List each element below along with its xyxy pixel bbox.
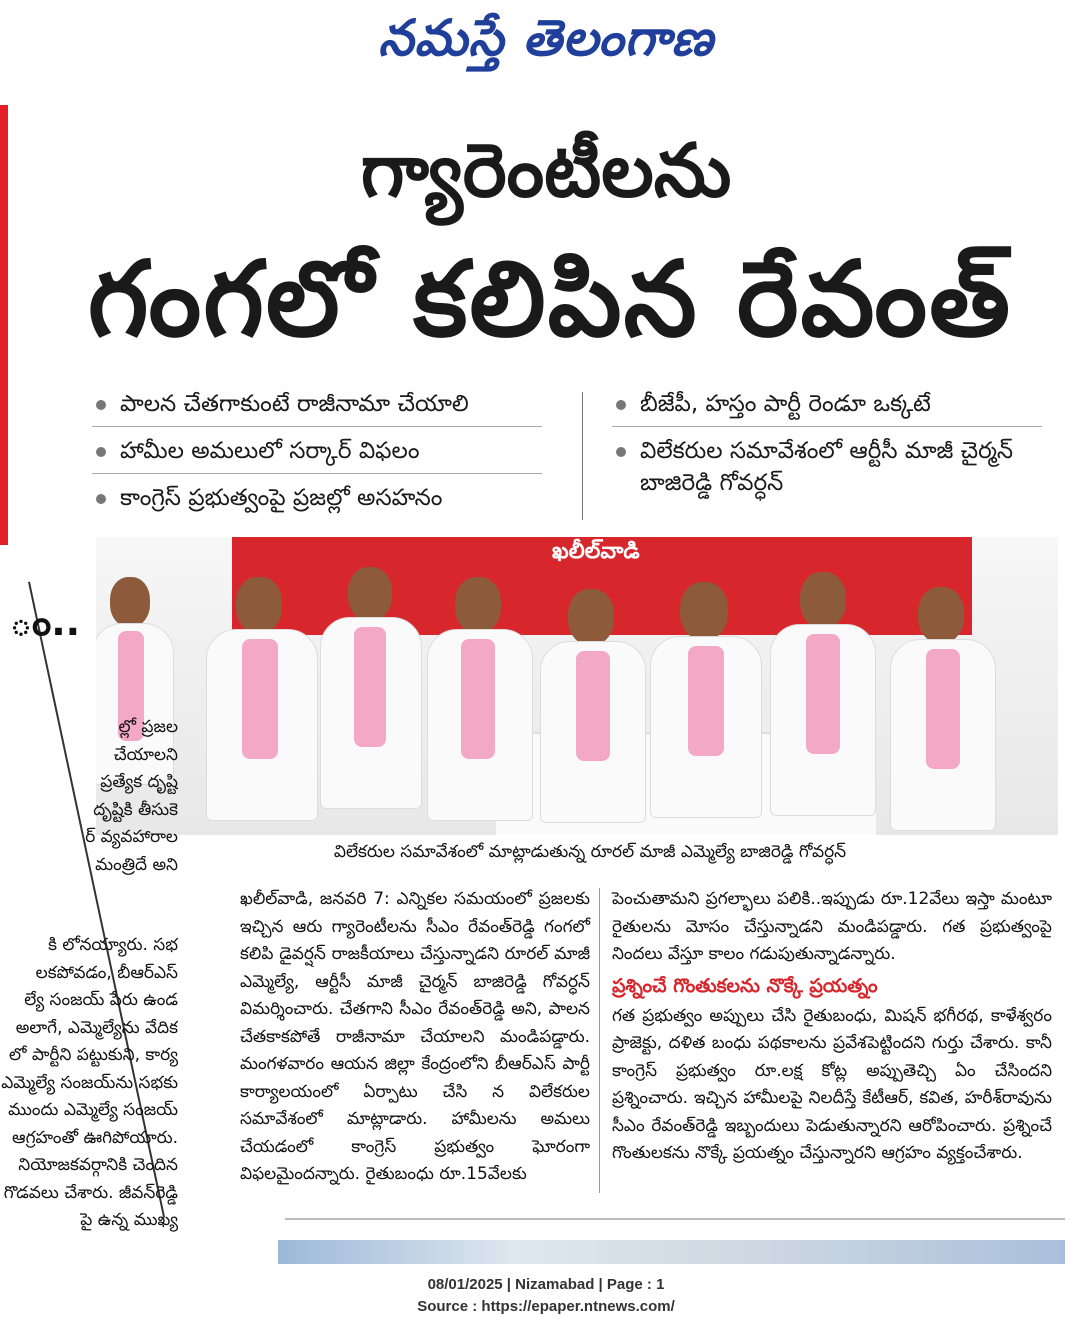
bullet-text: బీజేపీ, హస్తం పార్టీ రెండూ ఒక్కటే	[640, 391, 931, 417]
text-line: చేయాలని	[113, 744, 178, 765]
text-line: అలాగే, ఎమ్మెల్యేను వేదిక	[15, 1017, 178, 1038]
bullet-dot-icon	[616, 400, 626, 410]
column-divider	[599, 888, 600, 1193]
bullet-divider	[582, 392, 583, 520]
text-line: ల్యే సంజయ్ పేరు ఉండ	[24, 990, 178, 1010]
bullet-item	[92, 435, 542, 474]
text-line: ముందు ఎమ్మెల్యే సంజయ్	[8, 1100, 178, 1120]
bullet-item	[92, 388, 542, 427]
bullet-text: విలేకరుల సమావేశంలో ఆర్టీసీ మాజీ చైర్మన్ బాజిరెడ్డి గోవర్ధన్	[640, 438, 1014, 496]
left-column-bottom	[0, 932, 178, 1235]
article-body-middle: ఖలీల్‌వాడి, జనవరి 7: ఎన్నికల సమయంలో ప్రజలకు ఇచ్చిన ఆరు గ్యారెంటీలను సీఎం రేవంత్‌రెడ్డి గంగలో కలిపి డైవర్షన్ రాజకీయాలు చేస్తున్నాడని రూరల్ మాజీ ఎమ్మెల్యే, ఆర్టీసీ మాజీ చైర్మన్ బాజిరెడ్డి గోవర్ధన్ విమర్శించారు. చేతగాని సీఎం రేవంత్‌రెడ్డి అని, పాలన చేతకాకపోతే రాజీనామా చేయాలని మండిపడ్డారు. మంగళవారం ఆయన జిల్లా కేంద్రంలోని బీఆర్‌ఎస్ పార్టీ కార్యాలయంలో ఏర్పాటు చేసి న విలేకరుల సమావేశంలో మాట్లాడారు. హామీలను అమలు చేయడంలో కాంగ్రెస్ ప్రభుత్వం ఘోరంగా విఫలమైందన్నారు. రైతుబంధు రూ.15వేలకు	[240, 889, 590, 1184]
article-subheading: ప్రశ్నించే గొంతుకలను నొక్కే ప్రయత్నం	[612, 974, 878, 997]
text-line: ప్రత్యేక దృష్టి	[100, 772, 178, 792]
bullet-text: పాలన చేతగాకుంటే రాజీనామా చేయాలి	[120, 391, 469, 417]
bullet-dot-icon	[96, 447, 106, 457]
press-meet-photo	[96, 537, 1058, 835]
text-line: ర్ వ్యవహారాల	[85, 827, 178, 847]
article-body-right	[612, 886, 1052, 1168]
text-line: లో పార్టీని పట్టుకుని, కార్య	[8, 1045, 178, 1065]
text-line: ఆగ్రహంతో ఊగిపోయారు.	[12, 1127, 178, 1148]
text-line: దృష్టికి తీసుకె	[93, 799, 178, 820]
bullet-dot-icon	[96, 400, 106, 410]
text-line: ఎమ్మెల్యే సంజయ్‌ను సభకు	[1, 1072, 178, 1093]
headline-line1: గ్యారెంటీలను	[360, 128, 732, 214]
bullet-item	[612, 435, 1042, 505]
text-line: పై ఉన్న ముఖ్య	[80, 1210, 178, 1230]
footer-date-edition: 08/01/2025 | Nizamabad | Page : 1	[427, 1276, 665, 1293]
bullet-item	[612, 388, 1042, 427]
text-line: గొడవలు చేశారు. జీవన్‌రెడ్డి	[3, 1182, 178, 1203]
article-paragraph: పెంచుతామని ప్రగల్భాలు పలికి..ఇప్పుడు రూ.12వేలు ఇస్తా మంటూ రైతులను మోసం చేస్తున్నాడని మండిపడ్డారు. గత ప్రభుత్వంపై నిందలు వేస్తూ కాలం గడుపుతున్నాడన్నారు.	[612, 889, 1052, 964]
bullet-dot-icon	[96, 494, 106, 504]
bullet-text: హామీల అమలులో సర్కార్ విఫలం	[120, 438, 420, 464]
bullet-list-right	[612, 388, 1042, 513]
footer-source-link[interactable]: Source : https://epaper.ntnews.com/	[417, 1298, 675, 1315]
left-column-heading: ం..	[10, 600, 81, 644]
text-line: నియోజకవర్గానికి చెందిన	[18, 1155, 178, 1175]
headline-line2: గంగలో కలిపిన రేవంత్	[87, 238, 1013, 360]
text-line: ల్లో ప్రజల	[118, 717, 178, 737]
text-line: లకపోవడం, బీఆర్‌ఎస్	[35, 962, 178, 983]
article-paragraph: గత ప్రభుత్వం అప్పులు చేసి రైతుబంధు, మిషన్ భగీరథ, కాళేశ్వరం ప్రాజెక్టు, దళిత బంధు పథకాలను ప్రవేశపెట్టిందని గుర్తు చేశారు. కానీ కాంగ్రెస్ ప్రభుత్వం రూ.లక్ష కోట్ల అప్పుతెచ్చి ఏం చేసిందని ప్రశ్నించారు. ఇచ్చిన హామీలపై నిలదీస్తే కేటీఆర్, కవిత, హరీశ్‌రావును సీఎం రేవంత్‌రెడ్డి ఇబ్బందులు పెడుతున్నారని ఆరోపించారు. ప్రశ్నించే గొంతులకను నొక్కే ప్రయత్నం చేస్తున్నారని ఆగ్రహం వ్యక్తంచేశారు.	[612, 1005, 1052, 1163]
left-column-top	[0, 714, 178, 879]
bullet-dot-icon	[616, 447, 626, 457]
photo-caption: విలేకరుల సమావేశంలో మాట్లాడుతున్న రూరల్ మాజీ ఎమ్మెల్యే బాజిరెడ్డి గోవర్ధన్	[333, 842, 847, 862]
next-photo-strip	[278, 1240, 1065, 1264]
bullet-list-left	[92, 388, 542, 528]
text-line: కి లోనయ్యారు. సభ	[48, 935, 178, 955]
masthead-logo: నమస్తే తెలంగాణ	[378, 8, 714, 67]
text-line: మంత్రిదే అని	[95, 854, 178, 875]
bullet-text: కాంగ్రెస్ ప్రభుత్వంపై ప్రజల్లో అసహనం	[120, 485, 443, 511]
photo-banner-text: ఖలీల్‌వాడి	[552, 539, 640, 564]
bottom-rule	[285, 1218, 1065, 1220]
bullet-item	[92, 482, 542, 520]
